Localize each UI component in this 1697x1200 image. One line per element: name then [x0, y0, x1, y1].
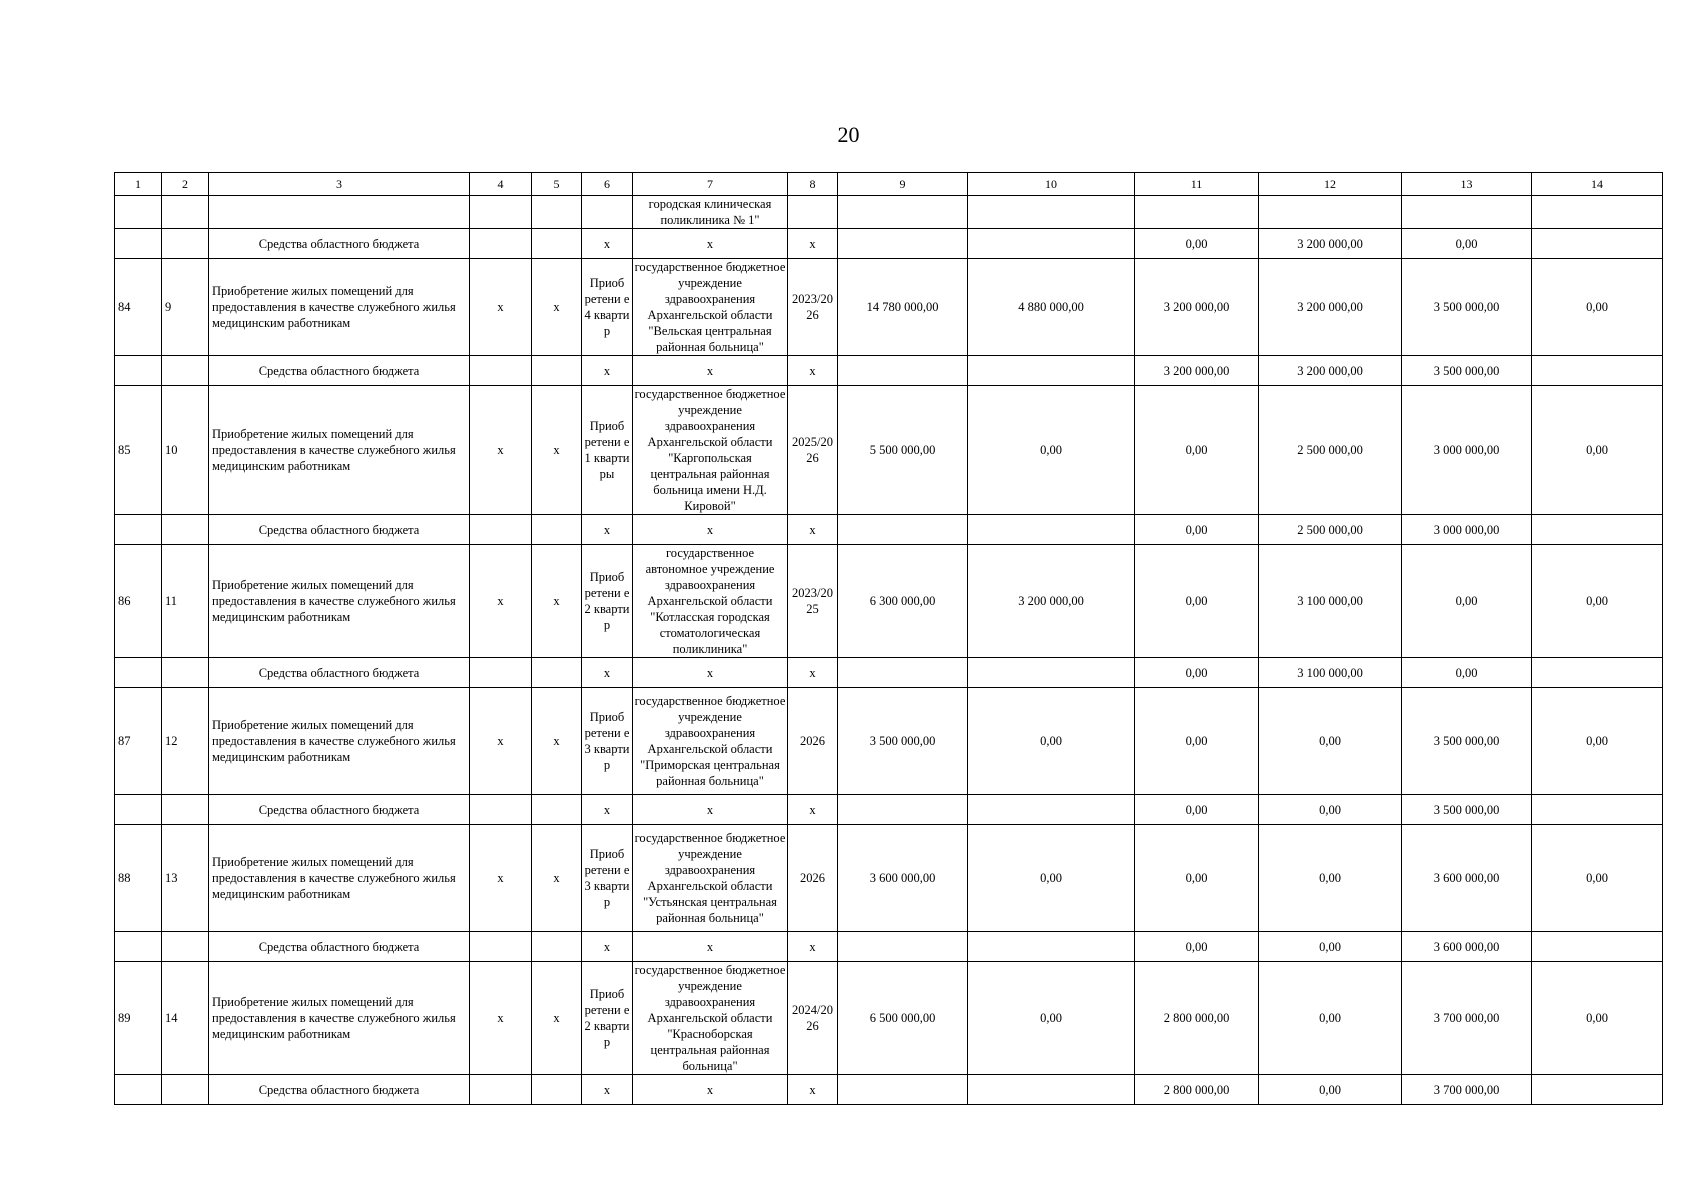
result-cell: Приоб ретени е 2 кварти р	[582, 545, 633, 658]
amount-cell: 0,00	[1259, 932, 1402, 962]
amount-cell: 3 200 000,00	[1259, 259, 1402, 356]
table-cell	[115, 229, 162, 259]
amount-cell: 3 600 000,00	[838, 825, 968, 932]
amount-cell	[1532, 932, 1663, 962]
table-cell	[162, 795, 209, 825]
table-cell	[470, 196, 532, 229]
column-header: 12	[1259, 173, 1402, 196]
amount-cell: 6 300 000,00	[838, 545, 968, 658]
amount-cell: 3 700 000,00	[1402, 1075, 1532, 1105]
org-name-cell: государственное автономное учреждение здравоохранения Архангельской области "Котласская городская стоматологическая поликлиника"	[633, 545, 788, 658]
amount-cell: 3 500 000,00	[1402, 356, 1532, 386]
amount-cell	[968, 229, 1135, 259]
amount-cell: 3 000 000,00	[1402, 515, 1532, 545]
table-cell	[115, 795, 162, 825]
sub-number-cell: 10	[162, 386, 209, 515]
amount-cell: 3 500 000,00	[1402, 259, 1532, 356]
subtotal-row	[115, 356, 1663, 386]
subtotal-row	[115, 795, 1663, 825]
amount-cell	[968, 356, 1135, 386]
table-cell: х	[582, 356, 633, 386]
description-cell: Приобретение жилых помещений для предоставления в качестве служебного жилья медицинским работникам	[209, 259, 470, 356]
column-header: 8	[788, 173, 838, 196]
table-cell	[532, 356, 582, 386]
table-cell: х	[788, 515, 838, 545]
table-cell: х	[633, 1075, 788, 1105]
budget-table	[114, 172, 1663, 1105]
amount-cell: 4 880 000,00	[968, 259, 1135, 356]
funding-source-label: Средства областного бюджета	[209, 515, 470, 545]
table-cell	[209, 196, 470, 229]
period-cell: 2026	[788, 688, 838, 795]
amount-cell	[968, 515, 1135, 545]
table-cell	[532, 932, 582, 962]
amount-cell: 0,00	[1532, 962, 1663, 1075]
amount-cell	[838, 229, 968, 259]
continuation-row	[115, 196, 1663, 229]
row-number-cell: 84	[115, 259, 162, 356]
amount-cell: 0,00	[1259, 1075, 1402, 1105]
amount-cell: 0,00	[1532, 825, 1663, 932]
amount-cell: 3 100 000,00	[1259, 545, 1402, 658]
result-cell: Приоб ретени е 3 кварти р	[582, 688, 633, 795]
table-cell	[470, 1075, 532, 1105]
amount-cell	[838, 795, 968, 825]
amount-cell: 0,00	[1402, 658, 1532, 688]
amount-cell: 3 700 000,00	[1402, 962, 1532, 1075]
sub-number-cell: 12	[162, 688, 209, 795]
amount-cell: 3 100 000,00	[1259, 658, 1402, 688]
table-cell	[162, 196, 209, 229]
amount-cell: 0,00	[968, 386, 1135, 515]
table-row	[115, 962, 1663, 1075]
subtotal-row	[115, 515, 1663, 545]
amount-cell: 3 600 000,00	[1402, 825, 1532, 932]
result-cell: Приоб ретени е 3 кварти р	[582, 825, 633, 932]
table-cell: х	[582, 1075, 633, 1105]
table-cell	[470, 356, 532, 386]
subtotal-row	[115, 1075, 1663, 1105]
amount-cell	[968, 795, 1135, 825]
amount-cell: 0,00	[968, 825, 1135, 932]
table-cell: х	[788, 795, 838, 825]
period-cell: 2024/20 26	[788, 962, 838, 1075]
table-cell	[1259, 196, 1402, 229]
funding-source-label: Средства областного бюджета	[209, 932, 470, 962]
table-cell: х	[788, 1075, 838, 1105]
result-cell: Приоб ретени е 1 кварти ры	[582, 386, 633, 515]
table-cell	[162, 229, 209, 259]
table-cell	[1532, 196, 1663, 229]
table-cell	[582, 196, 633, 229]
table-row	[115, 688, 1663, 795]
column-header-row	[115, 173, 1663, 196]
table-cell: х	[470, 688, 532, 795]
table-cell	[162, 356, 209, 386]
table-cell: х	[470, 386, 532, 515]
amount-cell: 3 200 000,00	[1135, 356, 1259, 386]
table-cell: х	[582, 229, 633, 259]
amount-cell: 3 600 000,00	[1402, 932, 1532, 962]
column-header: 2	[162, 173, 209, 196]
amount-cell: 3 200 000,00	[1259, 356, 1402, 386]
amount-cell: 3 000 000,00	[1402, 386, 1532, 515]
period-cell: 2023/20 25	[788, 545, 838, 658]
table-cell: х	[470, 962, 532, 1075]
table-cell: х	[532, 545, 582, 658]
column-header: 5	[532, 173, 582, 196]
description-cell: Приобретение жилых помещений для предоставления в качестве служебного жилья медицинским работникам	[209, 688, 470, 795]
amount-cell: 3 200 000,00	[1135, 259, 1259, 356]
amount-cell: 0,00	[968, 688, 1135, 795]
amount-cell	[838, 932, 968, 962]
amount-cell: 0,00	[1402, 545, 1532, 658]
table-cell: х	[470, 545, 532, 658]
column-header: 7	[633, 173, 788, 196]
amount-cell	[838, 515, 968, 545]
table-row	[115, 259, 1663, 356]
org-name-cell: государственное бюджетное учреждение здравоохранения Архангельской области "Красноборская центральная районная больница"	[633, 962, 788, 1075]
table-cell: х	[582, 515, 633, 545]
column-header: 1	[115, 173, 162, 196]
table-cell: х	[582, 658, 633, 688]
table-row	[115, 386, 1663, 515]
sub-number-cell: 14	[162, 962, 209, 1075]
amount-cell	[968, 658, 1135, 688]
amount-cell: 0,00	[1532, 545, 1663, 658]
result-cell: Приоб ретени е 4 кварти р	[582, 259, 633, 356]
table-cell: х	[788, 658, 838, 688]
amount-cell: 0,00	[1135, 688, 1259, 795]
amount-cell: 6 500 000,00	[838, 962, 968, 1075]
amount-cell: 14 780 000,00	[838, 259, 968, 356]
amount-cell: 0,00	[1532, 259, 1663, 356]
column-header: 4	[470, 173, 532, 196]
amount-cell	[838, 1075, 968, 1105]
amount-cell: 0,00	[1135, 386, 1259, 515]
table-cell: х	[532, 259, 582, 356]
table-cell: х	[582, 795, 633, 825]
table-cell	[470, 515, 532, 545]
period-cell: 2025/20 26	[788, 386, 838, 515]
description-cell: Приобретение жилых помещений для предоставления в качестве служебного жилья медицинским работникам	[209, 962, 470, 1075]
table-cell	[115, 356, 162, 386]
table-cell	[532, 229, 582, 259]
table-cell: х	[532, 688, 582, 795]
column-header: 6	[582, 173, 633, 196]
table-cell	[115, 515, 162, 545]
table-cell	[115, 932, 162, 962]
org-name-cell: государственное бюджетное учреждение здравоохранения Архангельской области "Устьянская центральная районная больница"	[633, 825, 788, 932]
description-cell: Приобретение жилых помещений для предоставления в качестве служебного жилья медицинским работникам	[209, 825, 470, 932]
amount-cell: 2 800 000,00	[1135, 1075, 1259, 1105]
amount-cell: 0,00	[1532, 386, 1663, 515]
row-number-cell: 89	[115, 962, 162, 1075]
org-name-cell: государственное бюджетное учреждение здравоохранения Архангельской области "Вельская центральная районная больница"	[633, 259, 788, 356]
column-header: 11	[1135, 173, 1259, 196]
table-cell	[1135, 196, 1259, 229]
table-cell	[115, 196, 162, 229]
table-cell: х	[633, 795, 788, 825]
amount-cell	[1532, 795, 1663, 825]
amount-cell: 0,00	[1135, 932, 1259, 962]
table-cell	[470, 932, 532, 962]
amount-cell	[838, 658, 968, 688]
table-cell: х	[470, 259, 532, 356]
amount-cell: 2 500 000,00	[1259, 386, 1402, 515]
funding-source-label: Средства областного бюджета	[209, 658, 470, 688]
subtotal-row	[115, 658, 1663, 688]
amount-cell: 0,00	[1259, 688, 1402, 795]
table-cell	[115, 1075, 162, 1105]
amount-cell: 3 200 000,00	[968, 545, 1135, 658]
column-header: 14	[1532, 173, 1663, 196]
amount-cell	[1532, 229, 1663, 259]
amount-cell: 3 500 000,00	[1402, 795, 1532, 825]
column-header: 13	[1402, 173, 1532, 196]
table-cell	[162, 658, 209, 688]
table-cell	[470, 229, 532, 259]
table-cell	[838, 196, 968, 229]
amount-cell: 0,00	[1135, 545, 1259, 658]
table-cell: х	[633, 658, 788, 688]
funding-source-label: Средства областного бюджета	[209, 795, 470, 825]
amount-cell: 5 500 000,00	[838, 386, 968, 515]
funding-source-label: Средства областного бюджета	[209, 229, 470, 259]
amount-cell: 2 500 000,00	[1259, 515, 1402, 545]
amount-cell: 0,00	[1402, 229, 1532, 259]
amount-cell: 0,00	[1135, 229, 1259, 259]
table-cell: х	[633, 932, 788, 962]
funding-source-label: Средства областного бюджета	[209, 1075, 470, 1105]
amount-cell: 0,00	[1135, 795, 1259, 825]
table-cell: х	[788, 932, 838, 962]
table-cell	[115, 658, 162, 688]
period-cell: 2026	[788, 825, 838, 932]
amount-cell: 0,00	[1135, 658, 1259, 688]
amount-cell	[968, 932, 1135, 962]
subtotal-row	[115, 932, 1663, 962]
row-number-cell: 85	[115, 386, 162, 515]
table-cell	[470, 795, 532, 825]
sub-number-cell: 9	[162, 259, 209, 356]
column-header: 9	[838, 173, 968, 196]
table-cell: х	[532, 962, 582, 1075]
table-cell	[532, 196, 582, 229]
table-cell	[162, 1075, 209, 1105]
description-cell: Приобретение жилых помещений для предоставления в качестве служебного жилья медицинским работникам	[209, 386, 470, 515]
result-cell: Приоб ретени е 2 кварти р	[582, 962, 633, 1075]
table-cell	[788, 196, 838, 229]
table-cell	[532, 515, 582, 545]
description-cell: Приобретение жилых помещений для предоставления в качестве служебного жилья медицинским работникам	[209, 545, 470, 658]
table-cell	[532, 658, 582, 688]
table-cell: х	[788, 229, 838, 259]
table-cell: х	[633, 356, 788, 386]
org-name-cell: городская клиническая поликлиника № 1"	[633, 196, 788, 229]
amount-cell: 0,00	[1135, 515, 1259, 545]
table-cell	[532, 1075, 582, 1105]
column-header: 3	[209, 173, 470, 196]
amount-cell	[968, 1075, 1135, 1105]
amount-cell	[838, 356, 968, 386]
table-cell	[968, 196, 1135, 229]
table-cell	[162, 932, 209, 962]
table-cell: х	[633, 515, 788, 545]
amount-cell: 0,00	[1532, 688, 1663, 795]
amount-cell	[1532, 658, 1663, 688]
row-number-cell: 86	[115, 545, 162, 658]
table-cell: х	[582, 932, 633, 962]
table-cell: х	[788, 356, 838, 386]
table-cell	[470, 658, 532, 688]
table-cell	[532, 795, 582, 825]
column-header: 10	[968, 173, 1135, 196]
amount-cell: 0,00	[1259, 825, 1402, 932]
table-cell: х	[532, 825, 582, 932]
org-name-cell: государственное бюджетное учреждение здравоохранения Архангельской области "Каргопольская центральная районная больница имени Н.Д. Кировой"	[633, 386, 788, 515]
row-number-cell: 88	[115, 825, 162, 932]
table-row	[115, 825, 1663, 932]
amount-cell: 3 500 000,00	[1402, 688, 1532, 795]
table-cell: х	[532, 386, 582, 515]
table-row	[115, 545, 1663, 658]
sub-number-cell: 13	[162, 825, 209, 932]
sub-number-cell: 11	[162, 545, 209, 658]
table-cell	[162, 515, 209, 545]
amount-cell	[1532, 356, 1663, 386]
subtotal-row	[115, 229, 1663, 259]
amount-cell: 2 800 000,00	[1135, 962, 1259, 1075]
amount-cell: 0,00	[1259, 962, 1402, 1075]
amount-cell	[1532, 1075, 1663, 1105]
amount-cell	[1532, 515, 1663, 545]
amount-cell: 0,00	[968, 962, 1135, 1075]
amount-cell: 3 200 000,00	[1259, 229, 1402, 259]
row-number-cell: 87	[115, 688, 162, 795]
table-cell: х	[633, 229, 788, 259]
period-cell: 2023/20 26	[788, 259, 838, 356]
org-name-cell: государственное бюджетное учреждение здравоохранения Архангельской области "Приморская центральная районная больница"	[633, 688, 788, 795]
table-cell	[1402, 196, 1532, 229]
amount-cell: 0,00	[1259, 795, 1402, 825]
amount-cell: 0,00	[1135, 825, 1259, 932]
page-number: 20	[837, 122, 860, 147]
amount-cell: 3 500 000,00	[838, 688, 968, 795]
table-cell: х	[470, 825, 532, 932]
funding-source-label: Средства областного бюджета	[209, 356, 470, 386]
